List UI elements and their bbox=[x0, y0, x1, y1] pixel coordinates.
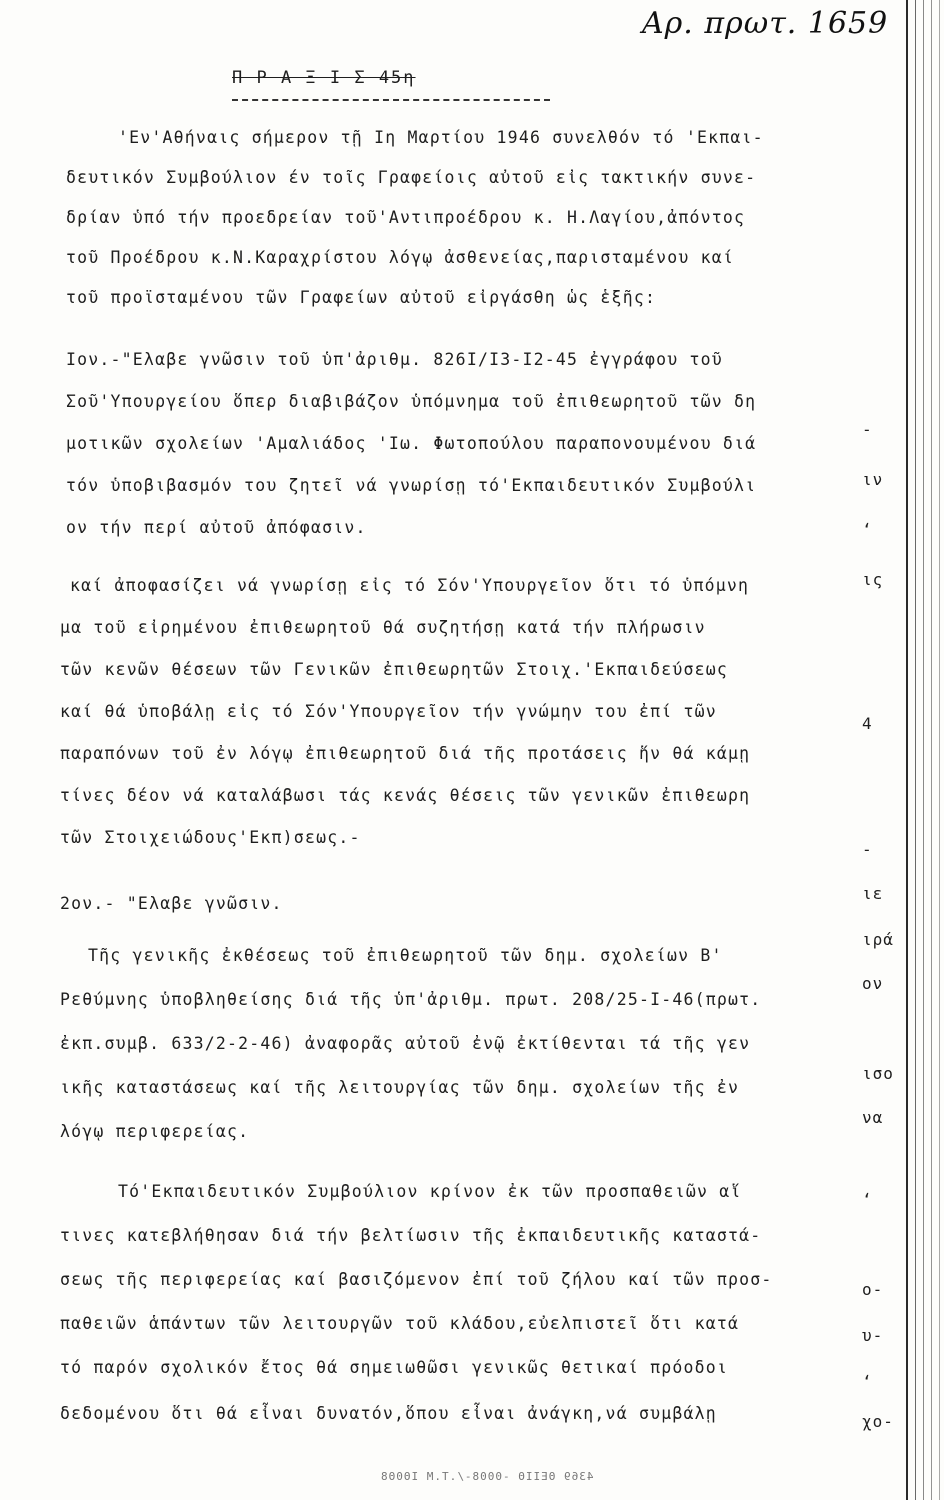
text-line: ον τήν περί αὐτοῦ ἀπόφασιν. bbox=[66, 518, 367, 537]
page-edge bbox=[906, 0, 908, 1500]
margin-fragment: ον bbox=[862, 974, 884, 993]
margin-fragment: να bbox=[862, 1108, 884, 1127]
text-line: τινες κατεβλήθησαν διά τήν βελτίωσιν τῆς ἐκπαιδευτικῆς καταστά- bbox=[60, 1226, 762, 1245]
text-line: Τῆς γενικῆς ἐκθέσεως τοῦ ἐπιθεωρητοῦ τῶν δημ. σχολείων Β' bbox=[88, 946, 723, 965]
text-line: δεδομένου ὅτι θά εἶναι δυνατόν,ὅπου εἶναι ἀνάγκη,νά συμβάλῃ bbox=[60, 1404, 717, 1423]
text-line: Τό'Εκπαιδευτικόν Συμβούλιον κρίνον ἐκ τῶν προσπαθειῶν αἵ bbox=[118, 1182, 742, 1201]
text-line: μα τοῦ εἰρημένου ἐπιθεωρητοῦ θά συζητήσῃ κατά τήν πλήρωσιν bbox=[60, 618, 706, 637]
footer-stamp: 4369 ΘΕΙΙΘ -0008-/.Τ.Μ ΙΘ0Θ8 bbox=[380, 1470, 594, 1483]
page-edge bbox=[915, 0, 916, 1500]
page-edge bbox=[939, 0, 940, 1500]
text-line: παραπόνων τοῦ ἐν λόγῳ ἐπιθεωρητοῦ διά τῆς προτάσεις ἥν θά κάμῃ bbox=[60, 744, 751, 763]
title-underline bbox=[232, 99, 550, 101]
text-line: καί ἀποφασίζει νά γνωρίσῃ εἰς τό Σόν'Υπουργεῖον ὅτι τό ὑπόμνη bbox=[70, 576, 750, 595]
document-title: Π Ρ Α Ξ Ι Σ 45η bbox=[232, 68, 416, 88]
text-line: 'Εν'Αθήναις σήμερον τῇ Ιη Μαρτίου 1946 συνελθόν τό 'Εκπαι- bbox=[118, 128, 764, 147]
text-line: τῶν κενῶν θέσεων τῶν Γενικῶν ἐπιθεωρητῶν Στοιχ.'Εκπαιδεύσεως bbox=[60, 660, 729, 679]
page-edge bbox=[923, 0, 924, 1500]
text-line: 2ον.- "Ελαβε γνῶσιν. bbox=[60, 894, 283, 913]
margin-fragment: ο- bbox=[862, 1280, 884, 1299]
text-line: Σοῦ'Υπουργείου ὅπερ διαβιβάζον ὑπόμνημα τοῦ ἐπιθεωρητοῦ τῶν δη bbox=[66, 392, 757, 411]
text-line: τίνες δέον νά καταλάβωσι τάς κενάς θέσεις τῶν γενικῶν ἐπιθεωρη bbox=[60, 786, 751, 805]
margin-fragment: - bbox=[862, 420, 873, 439]
margin-fragment: ισο bbox=[862, 1064, 894, 1083]
text-line: τῶν Στοιχειώδους'Εκπ)σεως.- bbox=[60, 828, 361, 847]
text-line: δρίαν ὑπό τήν προεδρείαν τοῦ'Αντιπροέδρου κ. Η.Λαγίου,ἀπόντος bbox=[66, 208, 746, 227]
text-line: Ρεθύμνης ὑποβληθείσης διά τῆς ὑπ'ἀριθμ. πρωτ. 208/25-Ι-46(πρωτ. bbox=[60, 990, 762, 1009]
margin-fragment: ʻ bbox=[862, 1190, 873, 1209]
text-line: δευτικόν Συμβούλιον έν τοῖς Γραφείοις αὐτοῦ εἰς τακτικήν συνε- bbox=[66, 168, 757, 187]
text-line: παθειῶν ἁπάντων τῶν λειτουργῶν τοῦ κλάδου,εὐελπιστεῖ ὅτι κατά bbox=[60, 1314, 740, 1333]
text-line: ικῆς καταστάσεως καί τῆς λειτουργίας τῶν δημ. σχολείων τῆς ἐν bbox=[60, 1078, 740, 1097]
text-line: ἐκπ.συμβ. 633/2-2-46) ἀναφορᾶς αὐτοῦ ἐνῷ ἐκτίθενται τά τῆς γεν bbox=[60, 1034, 751, 1053]
margin-fragment: ʻ bbox=[862, 520, 873, 539]
text-line: τόν ὑποβιβασμόν του ζητεῖ νά γνωρίσῃ τό'Εκπαιδευτικόν Συμβούλι bbox=[66, 476, 757, 495]
margin-fragment: - bbox=[862, 840, 873, 859]
margin-fragment: ʻ bbox=[862, 1372, 873, 1391]
margin-fragment: ιρά bbox=[862, 930, 894, 949]
text-line: τοῦ προϊσταμένου τῶν Γραφείων αὐτοῦ εἰργάσθη ὡς ἑξῆς: bbox=[66, 288, 657, 307]
text-line: σεως τῆς περιφερείας καί βασιζόμενον ἐπί τοῦ ζήλου καί τῶν προσ- bbox=[60, 1270, 773, 1289]
text-line: καί θά ὑποβάλῃ εἰς τό Σόν'Υπουργεῖον τήν γνώμην του ἐπί τῶν bbox=[60, 702, 717, 721]
text-line: μοτικῶν σχολείων 'Αμαλιάδος 'Ιω. Φωτοπούλου παραπονουμένου διά bbox=[66, 434, 757, 453]
margin-fragment: υ- bbox=[862, 1326, 884, 1345]
text-line: λόγῳ περιφερείας. bbox=[60, 1122, 250, 1141]
text-line: τοῦ Προέδρου κ.Ν.Καραχρίστου λόγῳ ἀσθενείας,παρισταμένου καί bbox=[66, 248, 735, 267]
text-line: τό παρόν σχολικόν ἔτος θά σημειωθῶσι γενικῶς θετικαί πρόοδοι bbox=[60, 1358, 729, 1377]
handwritten-protocol-number: Αρ. πρωτ. 1659 bbox=[642, 6, 889, 41]
margin-fragment: χο- bbox=[862, 1412, 894, 1431]
text-line: Ιον.-"Ελαβε γνῶσιν τοῦ ὑπ'ἀριθμ. 826Ι/Ι3-Ι2-45 ἐγγράφου τοῦ bbox=[66, 350, 723, 369]
margin-fragment: ις bbox=[862, 570, 884, 589]
page-edge bbox=[931, 0, 932, 1500]
margin-fragment: 4 bbox=[862, 714, 873, 733]
margin-fragment: ιε bbox=[862, 884, 884, 903]
margin-fragment: ιν bbox=[862, 470, 884, 489]
